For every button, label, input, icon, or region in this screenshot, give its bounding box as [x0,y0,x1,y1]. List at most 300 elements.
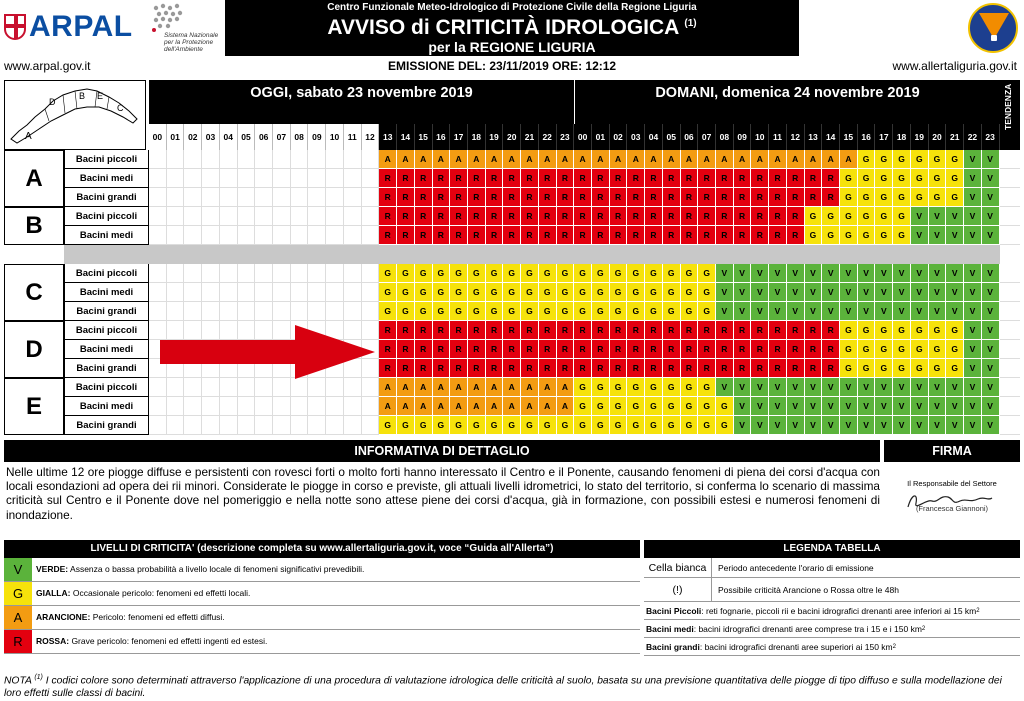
criticality-cell: G [681,302,699,321]
criticality-cell [344,397,362,416]
hour-cell: 14 [397,124,415,150]
criticality-cell: V [734,416,752,435]
criticality-cell: V [964,188,982,207]
criticality-cell: G [379,283,397,302]
criticality-cell: R [433,321,451,340]
criticality-cell: R [592,359,610,378]
hour-cell: 16 [433,124,451,150]
criticality-cell: V [929,226,947,245]
criticality-cell: G [929,321,947,340]
medium-basins-text [646,620,925,637]
criticality-cell: V [964,321,982,340]
criticality-cell: R [769,207,787,226]
criticality-cell: R [503,340,521,359]
criticality-cell: A [486,378,504,397]
hour-cells [149,188,1000,207]
criticality-cell [291,264,309,283]
hour-cells [149,264,1000,283]
criticality-cell [362,150,380,169]
criticality-cell: G [627,378,645,397]
criticality-cell: R [450,359,468,378]
criticality-cell: G [486,283,504,302]
criticality-cell: G [468,416,486,435]
criticality-cell: V [751,283,769,302]
criticality-cell: V [964,169,982,188]
criticality-cell: G [539,302,557,321]
signature-box [884,465,1020,531]
trend-cell [1000,416,1020,435]
criticality-cell: A [769,150,787,169]
criticality-cell: G [698,378,716,397]
row-separator [64,245,1000,264]
criticality-cell: R [468,340,486,359]
criticality-cell: R [486,321,504,340]
hour-cell: 11 [344,124,362,150]
criticality-cell [326,150,344,169]
criticality-cell: G [858,207,876,226]
criticality-cell: G [557,264,575,283]
hour-cell: 08 [716,124,734,150]
sub-header [0,58,1024,75]
arpal-logo[interactable] [4,10,133,44]
criticality-cell: V [822,416,840,435]
criticality-cell: G [379,416,397,435]
basin-label: Bacini grandi [64,359,149,378]
criticality-cell: R [486,226,504,245]
svg-text:B: B [79,91,86,101]
table-row [64,378,1020,397]
zone-letter: E [4,378,64,435]
criticality-cell [273,207,291,226]
exclamation-key: (!) [644,578,712,601]
criticality-cell: R [468,359,486,378]
criticality-cell: G [521,416,539,435]
zone-letter: A [4,150,64,207]
criticality-cell [308,283,326,302]
criticality-cell: G [557,416,575,435]
criticality-cell: R [433,359,451,378]
criticality-cell: R [681,226,699,245]
criticality-cell: A [450,397,468,416]
criticality-cell [167,397,185,416]
criticality-cell [273,150,291,169]
criticality-cell [362,302,380,321]
legend-header: LEGENDA TABELLA [644,540,1020,558]
criticality-cell: A [840,150,858,169]
criticality-cell: R [769,169,787,188]
hour-cell: 14 [822,124,840,150]
criticality-cell: R [787,340,805,359]
criticality-cell [362,264,380,283]
criticality-cell: R [379,340,397,359]
criticality-cell: G [468,283,486,302]
criticality-cell [326,226,344,245]
basin-label: Bacini piccoli [64,264,149,283]
criticality-cell [362,416,380,435]
criticality-cell [184,397,202,416]
criticality-cell: R [769,359,787,378]
criticality-cell: G [592,264,610,283]
criticality-cell: G [911,340,929,359]
signature-header: FIRMA [884,440,1020,462]
criticality-cell: G [929,169,947,188]
criticality-cell: V [964,264,982,283]
criticality-cell: V [964,378,982,397]
hour-cells [149,207,1000,226]
criticality-cell: R [645,340,663,359]
basin-label: Bacini medi [64,397,149,416]
criticality-cell: V [716,283,734,302]
criticality-cell: A [610,150,628,169]
criticality-cell: R [822,188,840,207]
criticality-cell: G [893,226,911,245]
criticality-cell: A [663,150,681,169]
trend-cell [1000,378,1020,397]
criticality-cell: A [433,378,451,397]
criticality-cell: R [468,188,486,207]
criticality-cell [291,169,309,188]
criticality-cell [202,264,220,283]
criticality-cell: R [574,359,592,378]
criticality-cell: G [592,302,610,321]
criticality-cell: V [769,302,787,321]
criticality-cell: A [415,378,433,397]
criticality-cell [149,302,167,321]
criticality-cell: R [663,226,681,245]
criticality-cell: R [698,226,716,245]
criticality-cell [220,397,238,416]
criticality-cell: G [574,283,592,302]
criticality-cell: A [645,150,663,169]
hour-cell: 07 [698,124,716,150]
criticality-cell: V [982,416,1000,435]
criticality-cell: G [875,359,893,378]
criticality-cell: G [397,302,415,321]
trend-cell [1000,397,1020,416]
criticality-cell: A [521,378,539,397]
criticality-cell: V [893,264,911,283]
criticality-cell [344,188,362,207]
hour-cell: 22 [539,124,557,150]
title-text: AVVISO di CRITICITÀ IDROLOGICA [327,16,679,39]
criticality-cell [202,283,220,302]
criticality-cell [220,188,238,207]
criticality-cell: G [592,283,610,302]
hour-cells [149,150,1000,169]
hour-cell: 19 [486,124,504,150]
criticality-cell [255,150,273,169]
svg-text:E: E [97,91,104,101]
white-cell-desc: Periodo antecedente l'orario di emissione [718,562,874,573]
criticality-cell: G [822,207,840,226]
criticality-cell: R [592,226,610,245]
criticality-cell [291,226,309,245]
criticality-cell: G [929,340,947,359]
criticality-cell [167,169,185,188]
criticality-cell: R [539,226,557,245]
trend-cell [1000,169,1020,188]
criticality-cell: G [557,283,575,302]
criticality-cell [344,416,362,435]
criticality-cell [167,264,185,283]
criticality-cell: R [379,188,397,207]
criticality-cell: R [397,226,415,245]
criticality-cell: R [557,169,575,188]
criticality-cell: G [681,264,699,283]
criticality-cell: V [964,340,982,359]
exclamation-desc: Possibile criticità Arancione o Rossa oltre le 48h [718,584,899,595]
hour-row [149,124,1000,150]
criticality-cell: R [450,169,468,188]
criticality-cell: R [557,207,575,226]
criticality-cell: R [397,359,415,378]
criticality-cell [308,416,326,435]
criticality-cell: R [397,340,415,359]
criticality-cell: G [468,264,486,283]
criticality-cell: R [397,207,415,226]
criticality-cell: G [893,188,911,207]
criticality-cell: G [946,150,964,169]
criticality-cell: A [468,150,486,169]
hour-cell: 06 [681,124,699,150]
criticality-cell: V [875,416,893,435]
criticality-cell [184,283,202,302]
criticality-cell [238,283,256,302]
criticality-cell: R [681,207,699,226]
hour-cell: 17 [875,124,893,150]
criticality-cell: G [450,264,468,283]
criticality-cell: V [946,283,964,302]
criticality-cell: G [645,378,663,397]
allerta-site-link[interactable]: www.allertaliguria.gov.it [892,59,1017,73]
criticality-cell: G [610,378,628,397]
pc-emblem-icon [991,35,997,41]
criticality-cell: G [627,397,645,416]
table-row [64,283,1020,302]
criticality-cell: R [716,207,734,226]
criticality-cell: R [539,169,557,188]
trend-cell [1000,207,1020,226]
criticality-cell: R [503,169,521,188]
criticality-cell: R [610,169,628,188]
criticality-cell: G [379,264,397,283]
signature-role: Il Responsabile del Settore [907,479,997,488]
criticality-cell [362,378,380,397]
criticality-cell [362,207,380,226]
level-row [4,558,640,582]
arpal-site-link[interactable]: www.arpal.gov.it [4,59,91,73]
criticality-cell [184,169,202,188]
criticality-cell: G [645,416,663,435]
criticality-cell: G [698,416,716,435]
criticality-cell: V [946,397,964,416]
criticality-cell: V [734,302,752,321]
criticality-cell: G [610,283,628,302]
criticality-cell [255,169,273,188]
trend-header [1000,80,1020,150]
criticality-cell: R [698,188,716,207]
criticality-cell: V [964,207,982,226]
criticality-cell: V [964,359,982,378]
criticality-cell: G [433,302,451,321]
title-banner [225,0,799,56]
criticality-cell: V [982,359,1000,378]
criticality-cell: G [911,150,929,169]
criticality-cell: R [681,169,699,188]
criticality-cell: G [858,226,876,245]
hour-cell: 03 [627,124,645,150]
criticality-cell: R [822,359,840,378]
criticality-cell: R [557,226,575,245]
hour-cell: 16 [858,124,876,150]
criticality-cell: R [645,321,663,340]
criticality-cell [238,188,256,207]
criticality-cell: R [592,207,610,226]
criticality-cell: G [893,169,911,188]
criticality-cell [255,188,273,207]
criticality-cell: G [663,264,681,283]
criticality-cell: R [450,207,468,226]
criticality-cell: R [468,226,486,245]
criticality-cell: V [787,397,805,416]
criticality-cell [308,302,326,321]
criticality-cell: V [769,378,787,397]
criticality-cell: V [787,302,805,321]
hour-cell: 10 [326,124,344,150]
criticality-cell [255,207,273,226]
hour-cell: 05 [663,124,681,150]
criticality-cell: A [734,150,752,169]
hour-cell: 12 [787,124,805,150]
criticality-cell: G [681,416,699,435]
criticality-cell: V [982,264,1000,283]
criticality-cell: G [840,226,858,245]
criticality-cell: R [716,169,734,188]
criticality-cell [220,207,238,226]
criticality-cell: R [521,321,539,340]
criticality-cell [308,188,326,207]
hour-cells [149,283,1000,302]
criticality-cell [344,169,362,188]
criticality-cell: G [840,321,858,340]
criticality-cell: V [982,378,1000,397]
criticality-cell [149,226,167,245]
criticality-cell: R [379,169,397,188]
detail-header: INFORMATIVA DI DETTAGLIO [4,440,880,462]
criticality-cell: G [929,359,947,378]
criticality-cell [238,226,256,245]
level-desc: Occasionale pericolo: fenomeni ed effetti locali. [72,588,251,598]
criticality-cell: A [450,378,468,397]
trend-label: TENDENZA [1003,83,1013,130]
criticality-cell: R [521,359,539,378]
criticality-cell: V [822,397,840,416]
criticality-cell: V [769,264,787,283]
criticality-cell: G [946,359,964,378]
criticality-cell: V [911,226,929,245]
criticality-cell: G [645,264,663,283]
criticality-cell: R [557,321,575,340]
criticality-cell: R [539,321,557,340]
day-header [149,80,1000,124]
criticality-cell: V [822,264,840,283]
criticality-cell: R [574,188,592,207]
footnote [4,671,1020,700]
criticality-cell: V [982,169,1000,188]
hour-cell: 03 [202,124,220,150]
footnote-prefix: NOTA [4,675,35,687]
criticality-cell: G [858,169,876,188]
criticality-cell: R [539,188,557,207]
hour-cell: 13 [805,124,823,150]
criticality-cell: G [840,188,858,207]
criticality-cell: A [521,150,539,169]
basin-label: Bacini medi [64,340,149,359]
criticality-cell: V [858,264,876,283]
region-line: per la REGIONE LIGURIA [428,39,596,55]
criticality-cell: R [397,188,415,207]
criticality-cell: G [663,378,681,397]
criticality-cell: R [751,188,769,207]
criticality-cell: V [929,397,947,416]
criticality-cell [308,264,326,283]
criticality-cell [238,150,256,169]
criticality-cell: R [592,321,610,340]
criticality-cell: V [982,340,1000,359]
criticality-cell [291,188,309,207]
criticality-cell: G [610,302,628,321]
level-name: GIALLA: [36,588,71,598]
criticality-cell [220,283,238,302]
criticality-cell: R [415,340,433,359]
criticality-cell: G [450,283,468,302]
criticality-cell: R [787,226,805,245]
criticality-cell: G [433,416,451,435]
criticality-cell: G [875,188,893,207]
criticality-cell: R [681,359,699,378]
criticality-cell: V [982,150,1000,169]
criticality-cell: R [557,359,575,378]
criticality-cell: V [805,378,823,397]
criticality-cell [291,416,309,435]
criticality-cell: R [503,226,521,245]
criticality-cell: G [557,302,575,321]
criticality-cell: A [521,397,539,416]
criticality-cell [255,416,273,435]
criticality-cell: G [397,264,415,283]
criticality-cell: R [751,207,769,226]
hour-cell: 19 [911,124,929,150]
criticality-cell: V [805,397,823,416]
hour-cell: 09 [734,124,752,150]
criticality-cell [308,169,326,188]
criticality-cell: R [627,226,645,245]
criticality-cell: A [397,378,415,397]
hour-cells [149,226,1000,245]
criticality-cell: R [822,340,840,359]
criticality-cell: R [734,340,752,359]
protezione-civile-logo[interactable] [968,3,1018,53]
criticality-cell [273,188,291,207]
level-swatch: R [4,630,32,653]
criticality-cell: V [805,264,823,283]
criticality-cell: V [929,207,947,226]
hour-cells [149,378,1000,397]
criticality-cell [326,207,344,226]
level-row [4,606,640,630]
criticality-cell [308,378,326,397]
criticality-cell: R [415,359,433,378]
